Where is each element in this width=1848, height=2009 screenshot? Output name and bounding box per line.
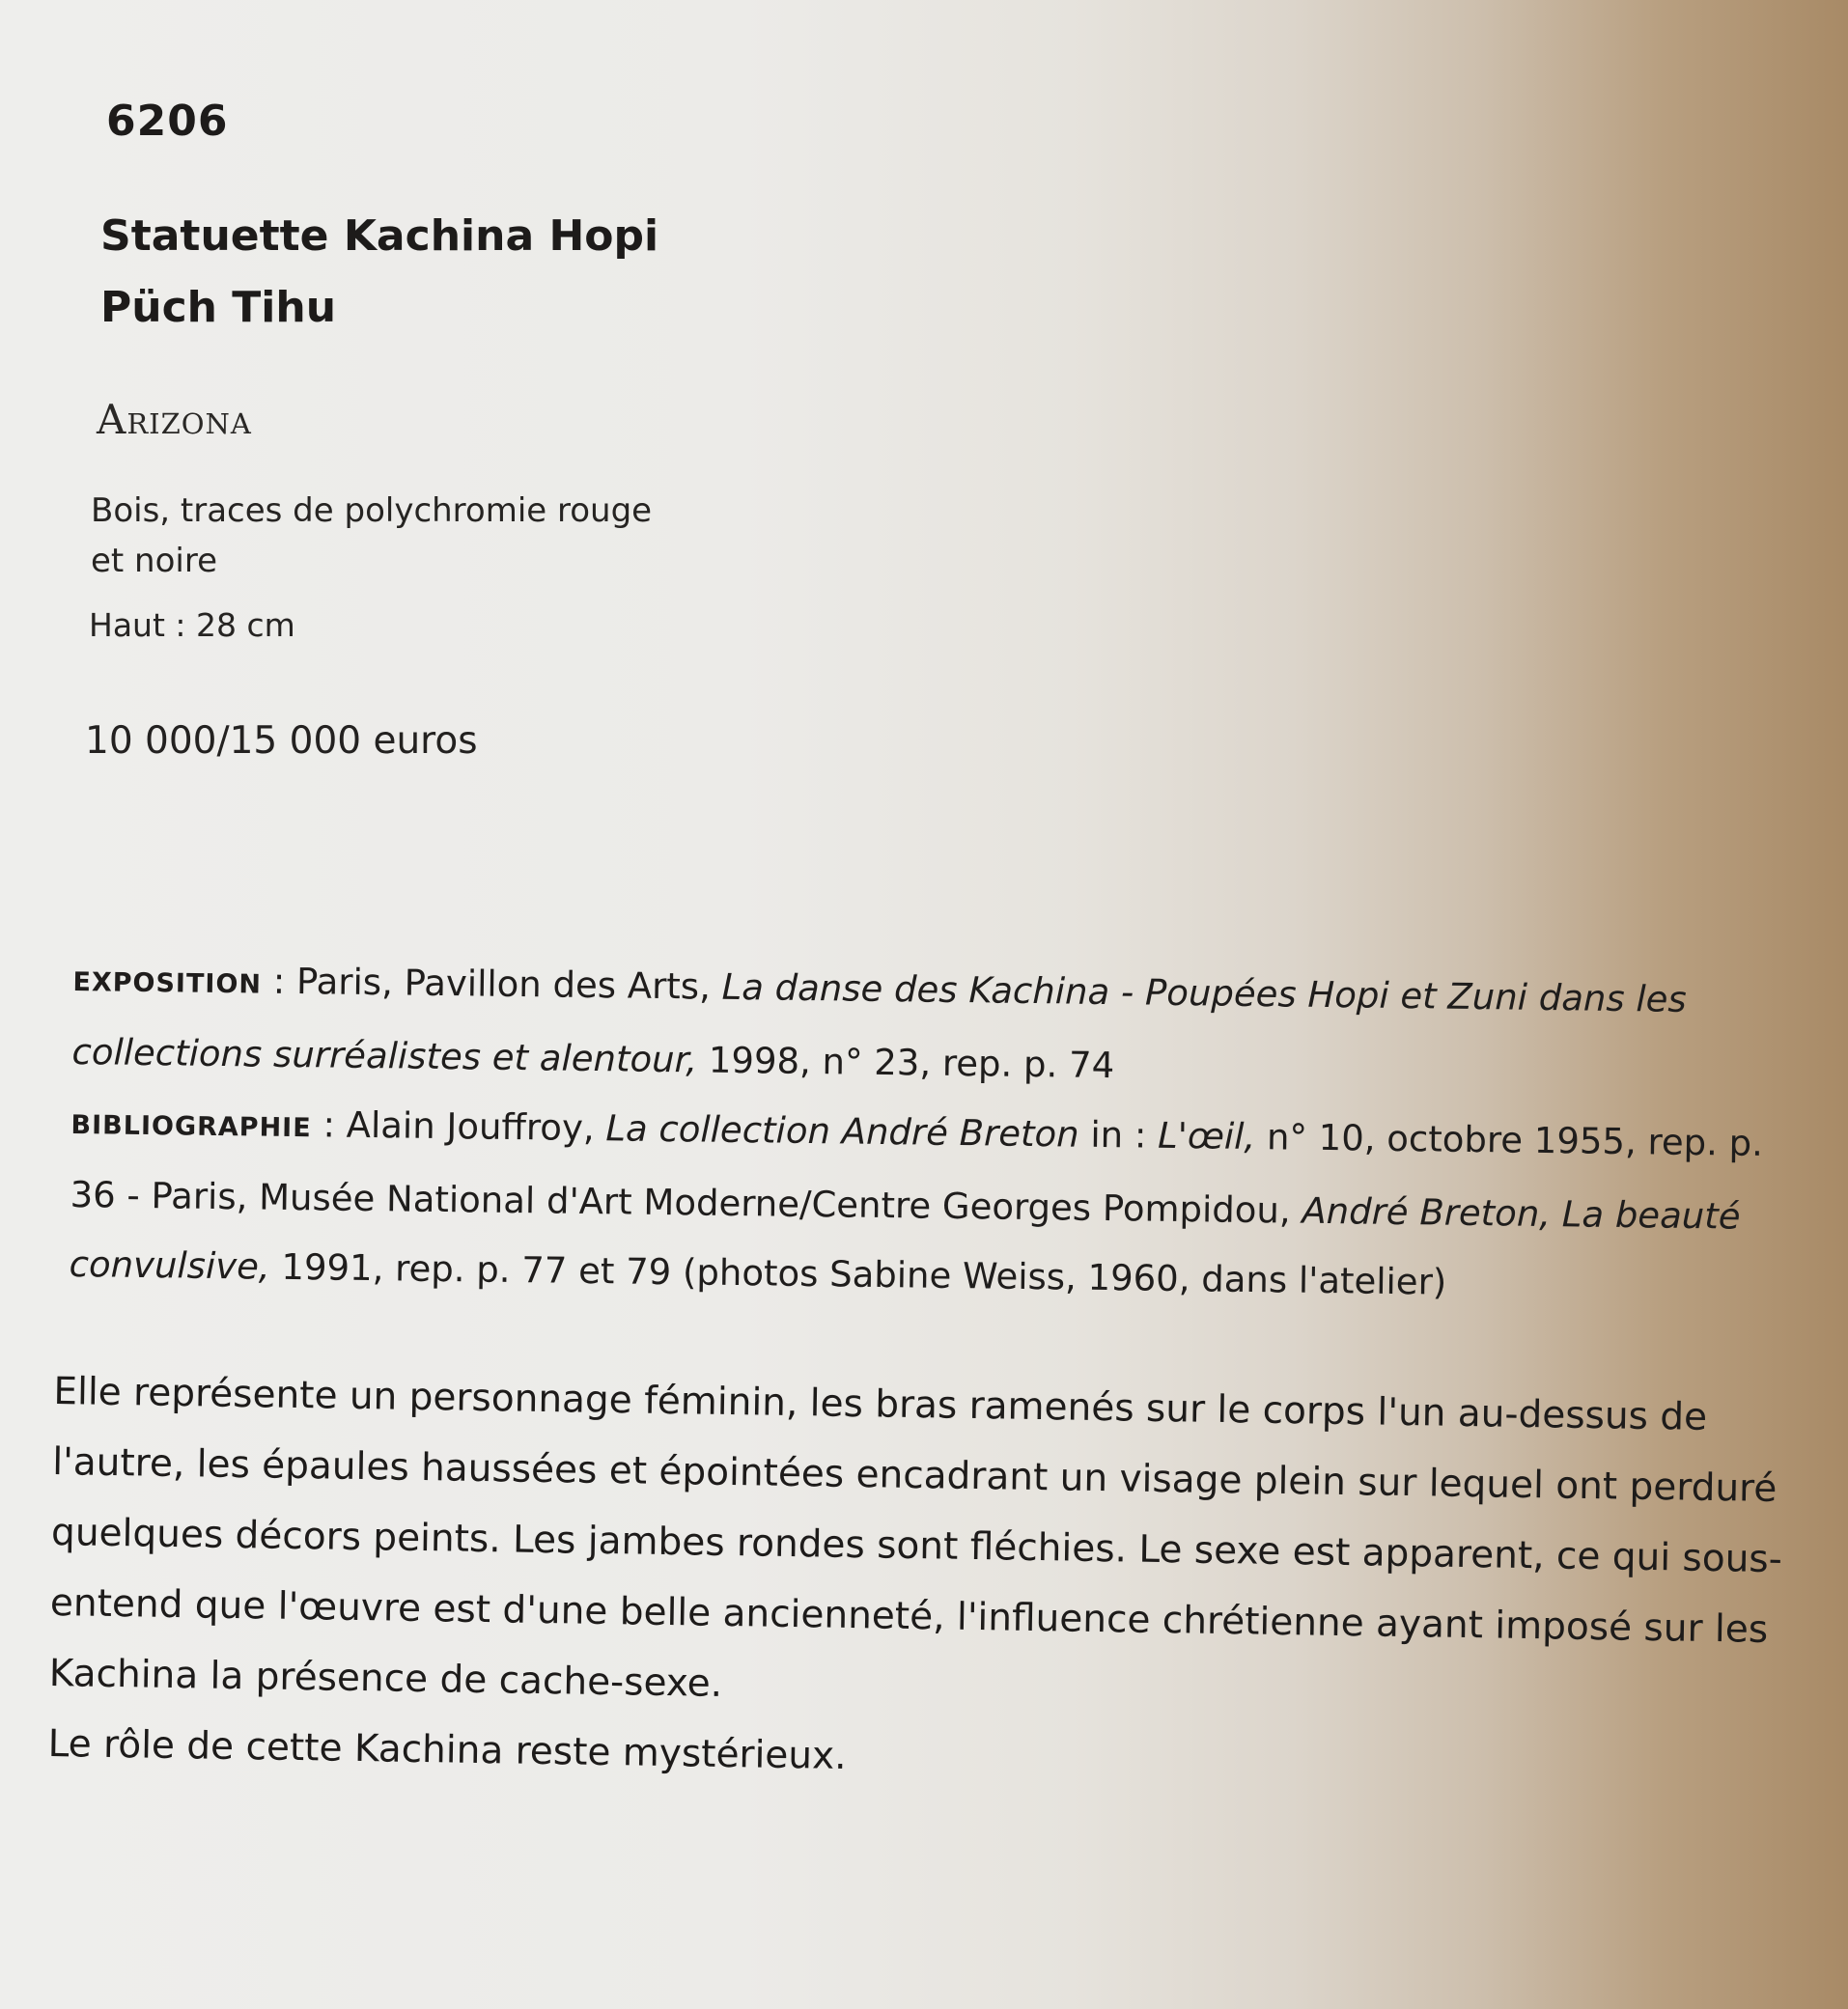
bibliographie-author: Alain Jouffroy, bbox=[346, 1103, 606, 1150]
origin-region: Arizona bbox=[97, 396, 252, 443]
lot-description bbox=[47, 1356, 1811, 1807]
material-description bbox=[91, 486, 747, 586]
exposition-text: Paris, Pavillon des Arts, bbox=[295, 961, 722, 1008]
bibliographie-title-1: La collection André Breton bbox=[605, 1107, 1079, 1156]
lot-title-line-1: Statuette Kachina Hopi bbox=[100, 211, 659, 261]
bibliographie-separator: : bbox=[311, 1103, 347, 1146]
lot-number: 6206 bbox=[106, 97, 229, 146]
bibliographie-title-3: André Breton, La beauté convulsive, bbox=[69, 1189, 1741, 1288]
price-estimate: 10 000/15 000 euros bbox=[85, 719, 478, 763]
exposition-details: 1998, n° 23, rep. p. 74 bbox=[696, 1039, 1115, 1087]
bibliographie-text-4: 1991, rep. p. 77 et 79 (photos Sabine Weiss, 1960, dans l'atelier) bbox=[269, 1245, 1447, 1303]
material-line-1: Bois, traces de polychromie rouge bbox=[91, 491, 653, 530]
bibliographie-label: BIBLIOGRAPHIE bbox=[70, 1109, 312, 1144]
exposition-entry bbox=[71, 944, 1802, 1109]
exposition-label: EXPOSITION bbox=[72, 966, 263, 1000]
bibliographie-entry bbox=[69, 1087, 1800, 1322]
lot-title-line-2: Püch Tihu bbox=[100, 283, 337, 332]
description-paragraph-2: Le rôle de cette Kachina reste mystérieux. bbox=[47, 1721, 847, 1778]
bibliographie-title-2: L'œil, bbox=[1157, 1114, 1256, 1158]
dimensions: Haut : 28 cm bbox=[89, 606, 295, 644]
description-paragraph-1: Elle représente un personnage féminin, les bras ramenés sur le corps l'un au-dessus de l'autre, les épaules haussées et épointées encadrant un visage plein sur lequel ont perduré quelques décors peints. Les jambes rondes sont fléchies. Le sexe est apparent, ce qui sous-entend que l'œuvre est d'une belle ancienneté, l'influence chrétienne ayant imposé sur les Kachina la présence de cache-sexe. bbox=[48, 1369, 1783, 1706]
bibliographie-text-2: in : bbox=[1078, 1113, 1159, 1157]
exposition-separator: : bbox=[261, 960, 297, 1003]
bibliographie-text-3: n° 10, octobre 1955, rep. p. 36 - Paris, Musée National d'Art Moderne/Centre Georges Pompidou, bbox=[70, 1116, 1764, 1232]
references-block bbox=[69, 944, 1802, 1322]
lot-title bbox=[100, 201, 658, 344]
material-line-2: et noire bbox=[91, 542, 218, 580]
exposition-title: La danse des Kachina - Poupées Hopi et Zuni dans les collections surréalistes et alentour, bbox=[71, 965, 1688, 1081]
